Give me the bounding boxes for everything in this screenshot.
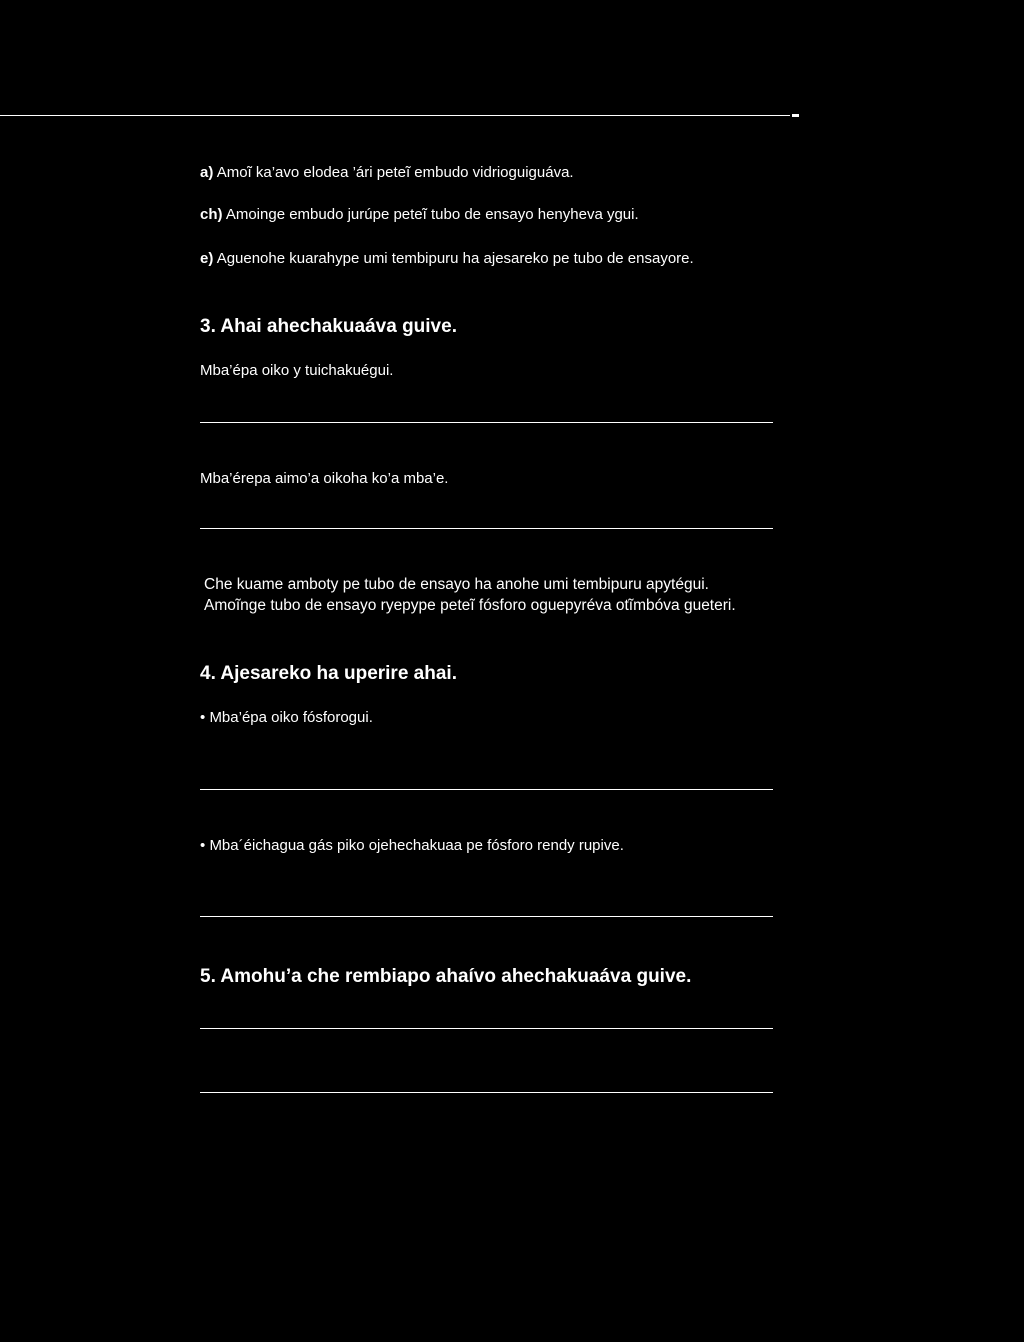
section-4-question-2: [200, 837, 624, 854]
step-e: [200, 250, 694, 267]
bullet-icon: •: [200, 837, 206, 854]
section-3-heading: 3. Ahai ahechakuaáva guive.: [200, 316, 457, 337]
answer-line[interactable]: [200, 1028, 773, 1029]
question-text: Mba´éichagua gás piko ojehechakuaa pe fósforo rendy rupive.: [209, 837, 624, 854]
answer-line[interactable]: [200, 528, 773, 529]
question-text: Mba’épa oiko fósforogui.: [209, 709, 373, 726]
top-divider-tick: [792, 114, 799, 117]
section-4-heading: 4. Ajesareko ha uperire ahai.: [200, 663, 457, 684]
section-4-question-1: [200, 709, 373, 726]
step-text: Amoinge embudo jurúpe peteĩ tubo de ensayo henyheva ygui.: [225, 206, 639, 223]
step-text: Amoĩ ka’avo elodea ’ári peteĩ embudo vidrioguiguáva.: [216, 164, 574, 181]
step-label: e): [200, 250, 214, 267]
step-label: a): [200, 164, 214, 181]
step-label: ch): [200, 206, 223, 223]
answer-line[interactable]: [200, 422, 773, 423]
step-ch: [200, 206, 639, 223]
section-3-instruction-2: Amoĩnge tubo de ensayo ryepype peteĩ fósforo oguepyréva otĩmbóva gueteri.: [204, 597, 736, 614]
answer-line[interactable]: [200, 789, 773, 790]
bullet-icon: •: [200, 709, 206, 726]
step-text: Aguenohe kuarahype umi tembipuru ha ajesareko pe tubo de ensayore.: [216, 250, 694, 267]
answer-line[interactable]: [200, 1092, 773, 1093]
section-3-question-2: Mba’érepa aimo’a oikoha ko’a mba’e.: [200, 470, 449, 487]
section-3-instruction-1: Che kuame amboty pe tubo de ensayo ha anohe umi tembipuru apytégui.: [204, 576, 709, 593]
section-5-heading: 5. Amohu’a che rembiapo ahaívo ahechakuaáva guive.: [200, 966, 692, 987]
step-a: [200, 164, 574, 181]
answer-line[interactable]: [200, 916, 773, 917]
top-divider: [0, 115, 790, 116]
section-3-question-1: Mba’épa oiko y tuichakuégui.: [200, 362, 394, 379]
